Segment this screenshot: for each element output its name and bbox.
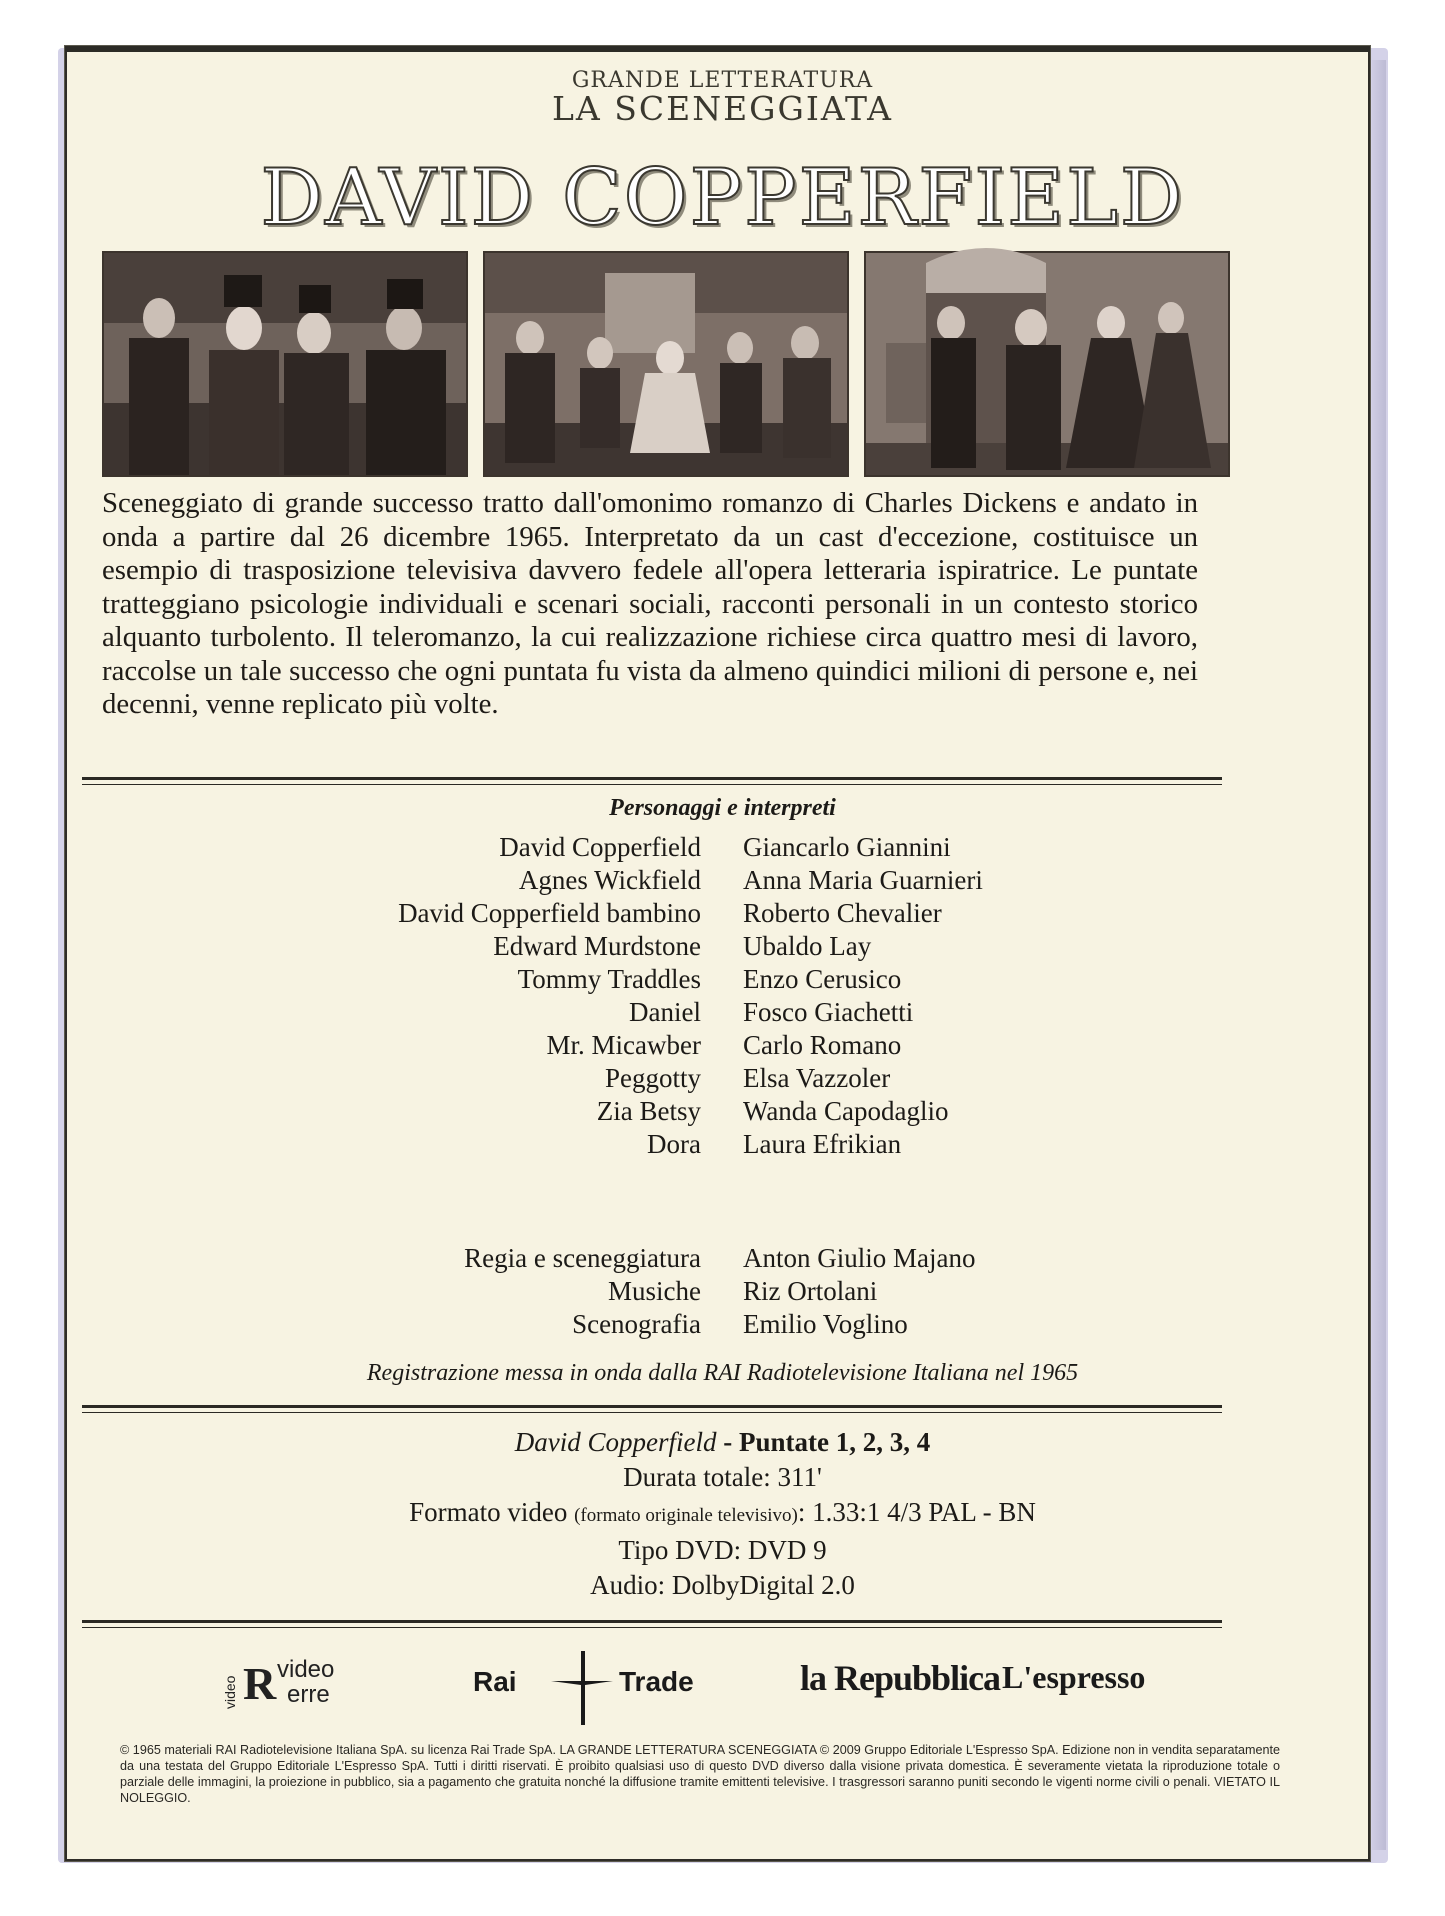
- espresso-logo: L'espresso: [1002, 1659, 1146, 1695]
- format-label: Formato video: [409, 1497, 568, 1527]
- crew-role: Scenografia: [572, 1309, 701, 1339]
- videoerre-top-text: video: [277, 1656, 335, 1683]
- cast-actor: Ubaldo Lay: [743, 931, 872, 961]
- divider-top: [82, 777, 1222, 780]
- cast-role: Peggotty: [604, 1063, 701, 1093]
- cast-row: [0, 997, 1445, 1030]
- episodes: - Puntate 1, 2, 3, 4: [723, 1427, 931, 1457]
- cast-row: [0, 931, 1445, 964]
- cast-row: [0, 1030, 1445, 1063]
- description: Sceneggiato di grande successo tratto dall'omonimo romanzo di Charles Dickens e andato in onda a partire dal 26 dicembre 1965. Interpretato da un cast d'eccezione, costituisce un esempio di trasposizione televisiva davvero fedele all'opera letteraria ispiratrice. Le puntate tratteggiano psicologie individuali e scenari sociali, racconti personali in un contesto storico alquanto turbolento. Il teleromanzo, la cui realizzazione richiese circa quattro mesi di lavoro, raccolse un tale successo che ogni puntata fu vista da almeno quindici milioni di persone e, nei decenni, venne replicato più volte.: [102, 487, 1198, 720]
- cast-row: [0, 1096, 1445, 1129]
- cast-actor: Roberto Chevalier: [743, 898, 942, 928]
- cast-role: Edward Murdstone: [493, 931, 701, 961]
- rai-trade-emblem: [551, 1651, 613, 1725]
- dvd-type: Tipo DVD: DVD 9: [618, 1535, 827, 1565]
- series-line-2: LA SCENEGGIATA: [552, 89, 893, 128]
- crew-row: [0, 1276, 1445, 1309]
- cast-list: [0, 832, 1445, 1162]
- cast-heading: Personaggi e interpreti: [609, 795, 836, 821]
- cast-actor: Elsa Vazzoler: [743, 1063, 891, 1093]
- format-value: : 1.33:1 4/3 PAL - BN: [797, 1497, 1036, 1527]
- cast-row: [0, 865, 1445, 898]
- still-photo-1: [102, 251, 468, 477]
- cast-row: [0, 964, 1445, 997]
- divider-bottom-thin: [82, 1627, 1222, 1628]
- videoerre-logo: [222, 1647, 375, 1717]
- cast-role: David Copperfield bambino: [398, 898, 701, 928]
- cast-actor: Carlo Romano: [743, 1030, 902, 1060]
- registration-note: Registrazione messa in onda dalla RAI Radiotelevisione Italiana nel 1965: [366, 1360, 1079, 1386]
- audio: Audio: DolbyDigital 2.0: [590, 1570, 855, 1600]
- videoerre-bottom-text: erre: [287, 1681, 330, 1708]
- rai-text: Rai: [473, 1666, 517, 1697]
- video-format-line: [0, 1495, 1445, 1533]
- episodes-line: [0, 1425, 1445, 1460]
- crew-name: Riz Ortolani: [743, 1276, 878, 1306]
- cast-role: Agnes Wickfield: [518, 865, 701, 895]
- cast-row: [0, 1063, 1445, 1096]
- cast-actor: Enzo Cerusico: [743, 964, 902, 994]
- trade-text: Trade: [619, 1666, 694, 1697]
- legal-notice: © 1965 materiali RAI Radiotelevisione Italiana SpA. su licenza Rai Trade SpA. LA GRANDE LETTERATURA SCENEGGIATA © 2009 Gruppo Editoriale L'Espresso SpA. Edizione non in vendita separatamente da una testata del Gruppo Editoriale L'Espresso SpA. Tutti i diritti riservati. È proibito qualsiasi uso di questo DVD diverso dalla visione privata domestica. È severamente vietata la riproduzione totale o parziale delle immagini, la proiezione in pubblico, sia a pagamento che gratuita nonché la diffusione tramite emittenti televisive. I trasgressori saranno puniti secondo le vigenti norme civili o penali. VIETATO IL NOLEGGIO.: [120, 1743, 1280, 1805]
- divider-top-thin: [82, 784, 1222, 785]
- cast-row: [0, 832, 1445, 865]
- cast-actor: Fosco Giachetti: [743, 997, 914, 1027]
- cast-row: [0, 898, 1445, 931]
- cast-actor: Laura Efrikian: [743, 1129, 902, 1159]
- crew-list: [0, 1243, 1445, 1342]
- crew-role: Regia e sceneggiatura: [464, 1243, 701, 1273]
- cast-actor: Anna Maria Guarnieri: [743, 865, 983, 895]
- cast-role: Mr. Micawber: [546, 1030, 701, 1060]
- cast-row: [0, 1129, 1445, 1162]
- rai-trade-logo: [473, 1647, 713, 1727]
- series-logo: [0, 68, 1445, 128]
- still-photo-3: [864, 251, 1230, 477]
- crew-name: Anton Giulio Majano: [743, 1243, 976, 1273]
- divider-middle-thin: [82, 1412, 1222, 1413]
- tech-title: David Copperfield: [514, 1427, 717, 1457]
- crew-row: [0, 1243, 1445, 1276]
- cast-role: Zia Betsy: [596, 1096, 701, 1126]
- photo-strip: [102, 251, 1198, 473]
- technical-specs: [0, 1425, 1445, 1603]
- series-line-1: GRANDE LETTERATURA: [571, 68, 874, 93]
- still-photo-2: [483, 251, 849, 477]
- cast-role: David Copperfield: [499, 832, 701, 862]
- crew-row: [0, 1309, 1445, 1342]
- videoerre-side-text: video: [222, 1675, 238, 1709]
- videoerre-r-mark: R: [243, 1658, 277, 1709]
- divider-bottom: [82, 1620, 1222, 1623]
- divider-middle: [82, 1405, 1222, 1408]
- crew-name: Emilio Voglino: [743, 1309, 908, 1339]
- cast-role: Dora: [647, 1129, 701, 1159]
- page-title: DAVID COPPERFIELD: [260, 153, 1185, 243]
- cast-actor: Giancarlo Giannini: [743, 832, 951, 862]
- cast-role: Daniel: [629, 997, 701, 1027]
- duration: Durata totale: 311': [623, 1462, 822, 1492]
- format-note: (formato originale televisivo): [574, 1505, 798, 1526]
- cast-actor: Wanda Capodaglio: [743, 1096, 949, 1126]
- cast-role: Tommy Traddles: [517, 964, 701, 994]
- repubblica-logo: la Repubblica: [800, 1658, 1001, 1698]
- crew-role: Musiche: [608, 1276, 701, 1306]
- logo-row: [0, 1647, 1445, 1727]
